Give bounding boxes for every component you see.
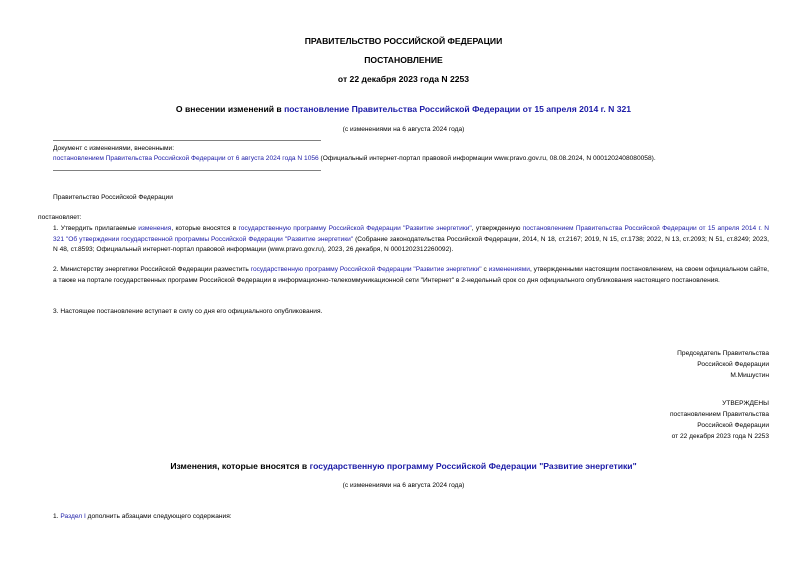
- title-prefix: О внесении изменений в: [175, 104, 285, 114]
- paragraph-1: [53, 224, 769, 256]
- p1-link-decree[interactable]: постановлением Правительства Российской Федерации от 15 апреля 2014 г. N 321 "Об утверждении государственной программы Российской Федерации "Развитие энергетики": [53, 225, 769, 243]
- p2-text-b: с: [481, 266, 489, 273]
- approved-by: постановлением Правительства: [669, 411, 769, 418]
- approved-label: УТВЕРЖДЕНЫ: [722, 400, 769, 407]
- title-changes-note: (с изменениями на 6 августа 2024 года): [342, 126, 465, 133]
- approved-org: Российской Федерации: [697, 422, 769, 429]
- changes-title-link[interactable]: государственную программу Российской Федерации "Развитие энергетики": [309, 461, 637, 471]
- p2-text-a: 2. Министерству энергетики Российской Федерации разместить: [53, 266, 251, 273]
- divider-top: [53, 140, 321, 141]
- document-title: [0, 104, 807, 115]
- p1-text-c: , утвержденную: [471, 225, 523, 232]
- amendments-tail: (Официальный интернет-портал правовой информации www.pravo.gov.ru, 08.08.2024, N 0001202408080058).: [318, 155, 656, 162]
- document-type: ПОСТАНОВЛЕНИЕ: [364, 55, 443, 65]
- approved-date: от 22 декабря 2023 года N 2253: [671, 433, 769, 440]
- paragraph-3: 3. Настоящее постановление вступает в силу со дня его официального опубликования.: [53, 308, 323, 315]
- title-link[interactable]: постановление Правительства Российской Федерации от 15 апреля 2014 г. N 321: [284, 104, 632, 114]
- amendments-line: [53, 155, 769, 164]
- approved-block: [670, 398, 769, 442]
- changes-item-1: [53, 513, 232, 522]
- p1-text-b: , которые вносятся в: [171, 225, 239, 232]
- signature-org: Российской Федерации: [697, 361, 769, 368]
- item-text: дополнить абзацами следующего содержания:: [85, 513, 232, 520]
- government-label: Правительство Российской Федерации: [53, 194, 173, 201]
- section-link[interactable]: Раздел I: [60, 513, 86, 520]
- changes-note: (с изменениями на 6 августа 2024 года): [342, 482, 465, 489]
- document-date: от 22 декабря 2023 года N 2253: [337, 74, 470, 84]
- p2-link-program[interactable]: государственную программу Российской Федерации "Развитие энергетики": [250, 266, 482, 273]
- p1-text-d: (Собрание законодательства Российской Федерации, 2014, N 18, ст.2167; 2019, N 15, ст.1738; 2022, N 13, ст.2093; N 51, ст.8249; 2023, N 48, ст.8593; Официальный интернет-портал правовой информации (www.pravo.gov.ru), 2023, 26 декабря, N 0001202312260092).: [53, 235, 770, 253]
- government-header: ПРАВИТЕЛЬСТВО РОССИЙСКОЙ ФЕДЕРАЦИИ: [304, 36, 503, 46]
- amendments-link[interactable]: постановлением Правительства Российской Федерации от 6 августа 2024 года N 1056: [53, 155, 319, 162]
- amendments-intro: Документ с изменениями, внесенными:: [53, 145, 175, 152]
- p2-link-changes[interactable]: изменениями: [488, 266, 530, 273]
- p1-text-a: 1. Утвердить прилагаемые: [53, 225, 139, 232]
- changes-prefix: Изменения, которые вносятся в: [170, 461, 310, 471]
- signature-name: М.Мишустин: [730, 372, 769, 379]
- signature-title: Председатель Правительства: [677, 350, 769, 357]
- paragraph-2: [53, 265, 769, 286]
- changes-title: [0, 461, 807, 472]
- p1-link-program[interactable]: государственную программу Российской Федерации "Развитие энергетики": [238, 225, 472, 232]
- signature-block: [677, 348, 769, 381]
- p1-link-changes[interactable]: изменения: [138, 225, 172, 232]
- p2-text-c: , утвержденными настоящим постановлением, на своем официальном сайте, а также на портале государственных программ Российской Федерации в информационно-телекоммуникационной сети "Интернет" в 2-недельный срок со дня официального опубликования настоящего постановления.: [53, 266, 770, 284]
- divider-bottom: [53, 170, 321, 171]
- decrees-label: постановляет:: [38, 214, 82, 221]
- item-number: 1.: [53, 513, 61, 520]
